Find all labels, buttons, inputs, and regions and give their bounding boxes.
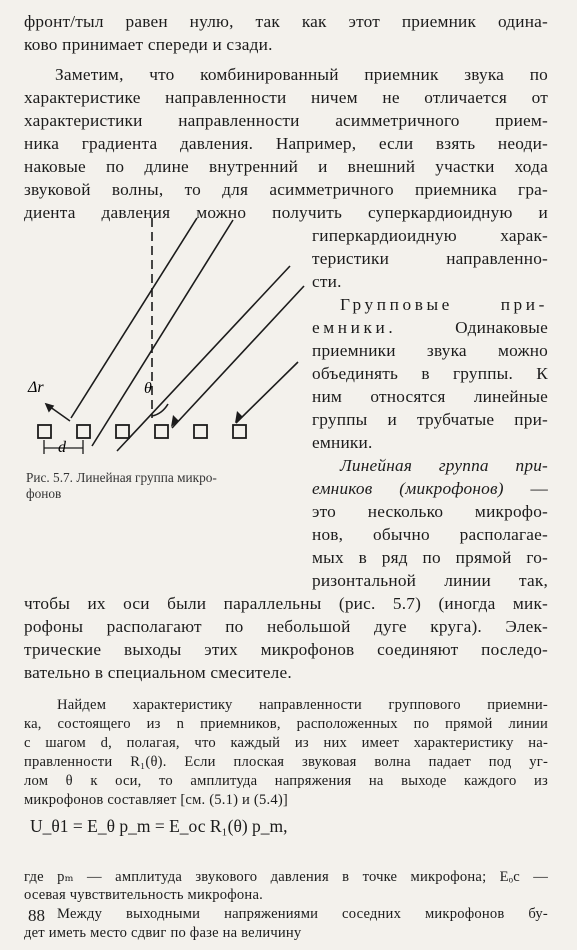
microphone xyxy=(77,425,90,438)
lines_small3-line: Между выходными напряжениями соседних микрофонов бу- xyxy=(57,906,548,922)
lines_side-line: теристики направленно- xyxy=(312,249,548,268)
microphone xyxy=(116,425,129,438)
lines_side-line: нов, обычно располагае- xyxy=(312,525,548,544)
lines_top-line: Заметим, что комбинированный приемник звука по xyxy=(55,65,548,84)
lines_after-line: трические выходы этих микрофонов соединяют последо- xyxy=(24,640,548,659)
lines_after-line: вательно в специальном смесителе. xyxy=(24,663,292,682)
wave-line xyxy=(71,218,197,418)
delta-r-label: Δr xyxy=(28,379,44,396)
arrow-head xyxy=(235,411,243,423)
lines_after-line: чтобы их оси были параллельны (рис. 5.7) (иногда мик- xyxy=(24,594,548,613)
lines_small-line: лом θ к оси, то амплитуда напряжения на выходе каждого из xyxy=(24,773,548,789)
microphone xyxy=(38,425,51,438)
lines_side-line: группы и трубчатые при- xyxy=(312,410,548,429)
arrow-head xyxy=(46,404,53,411)
lines_side-line: Линейная группа при- xyxy=(340,456,548,475)
lines_side-line: объединять в группы. К xyxy=(312,364,548,383)
lines_side-line: приемники звука можно xyxy=(312,341,548,360)
lines_small-line: Найдем характеристику направленности группового приемни- xyxy=(57,697,548,713)
lines_side-line: емники. Одинаковые xyxy=(312,318,548,337)
lines_top-line: диента давления можно получить суперкардиоидную и xyxy=(24,203,548,222)
formula-amplitude: U_θ1 = E_θ p_m = E_ос R₁(θ) p_m, xyxy=(30,816,288,836)
lines_small-line: микрофонов составляет [см. (5.1) и (5.4)] xyxy=(24,792,288,808)
figure-linear-array xyxy=(20,218,305,458)
lines_top-line: характеристике направленности ничем не отличается от xyxy=(24,88,548,107)
lines_small3-line: дет иметь место сдвиг по фазе на величину xyxy=(24,925,302,941)
lines_top-line: наковые по длине внутренний и внешний участки хода xyxy=(24,157,548,176)
lines_side-line: мых в ряд по прямой го- xyxy=(312,548,548,567)
lines_top-line: фронт/тыл равен нулю, так как этот приемник одина- xyxy=(24,12,548,31)
lines_side-line: Групповые при- xyxy=(340,295,548,314)
microphone xyxy=(155,425,168,438)
wave-line xyxy=(117,266,290,451)
figure-caption: Рис. 5.7. Линейная группа микро- фонов xyxy=(26,470,217,501)
lines_small2-line: осевая чувствительность микрофона. xyxy=(24,887,263,903)
lines_small-line: с шагом d, полагая, что каждый из них имеет характеристику на- xyxy=(24,735,548,751)
lines_top-line: ника градиента давления. Например, если взять неоди- xyxy=(24,134,548,153)
lines_top-line: характеристики направленности асимметричного прием- xyxy=(24,111,548,130)
wave-line xyxy=(92,220,233,446)
lines_side-line: емники. xyxy=(312,433,373,452)
microphone xyxy=(233,425,246,438)
lines_side-line: это несколько микрофо- xyxy=(312,502,548,521)
microphone xyxy=(194,425,207,438)
lines_small-line: правленности R₁(θ). Если плоская звуковая волна падает под уг- xyxy=(24,754,548,770)
lines_side-line: емников (микрофонов) — xyxy=(312,479,548,498)
wave-line xyxy=(172,286,304,428)
lines_top-line: ково принимает спереди и сзади. xyxy=(24,35,273,54)
lines_small-line: ка, состоящего из n приемников, расположенных по прямой линии xyxy=(24,716,548,732)
lines_side-line: ним относятся линейные xyxy=(312,387,548,406)
lines_after-line: рофоны располагают по небольшой дуге круга). Элек- xyxy=(24,617,548,636)
d-label: d xyxy=(58,439,66,456)
lines_small2-line: где pₘ — амплитуда звукового давления в точке микрофона; Eₒc — xyxy=(24,869,548,885)
wave-line xyxy=(236,362,298,423)
lines_side-line: гиперкардиоидную харак- xyxy=(312,226,548,245)
theta-label: θ xyxy=(144,380,152,397)
lines_top-line: звуковой волны, то для асимметричного приемника гра- xyxy=(24,180,548,199)
lines_side-line: ризонтальной линии так, xyxy=(312,571,548,590)
lines_side-line: сти. xyxy=(312,272,342,291)
page-number: 88 xyxy=(28,906,45,925)
